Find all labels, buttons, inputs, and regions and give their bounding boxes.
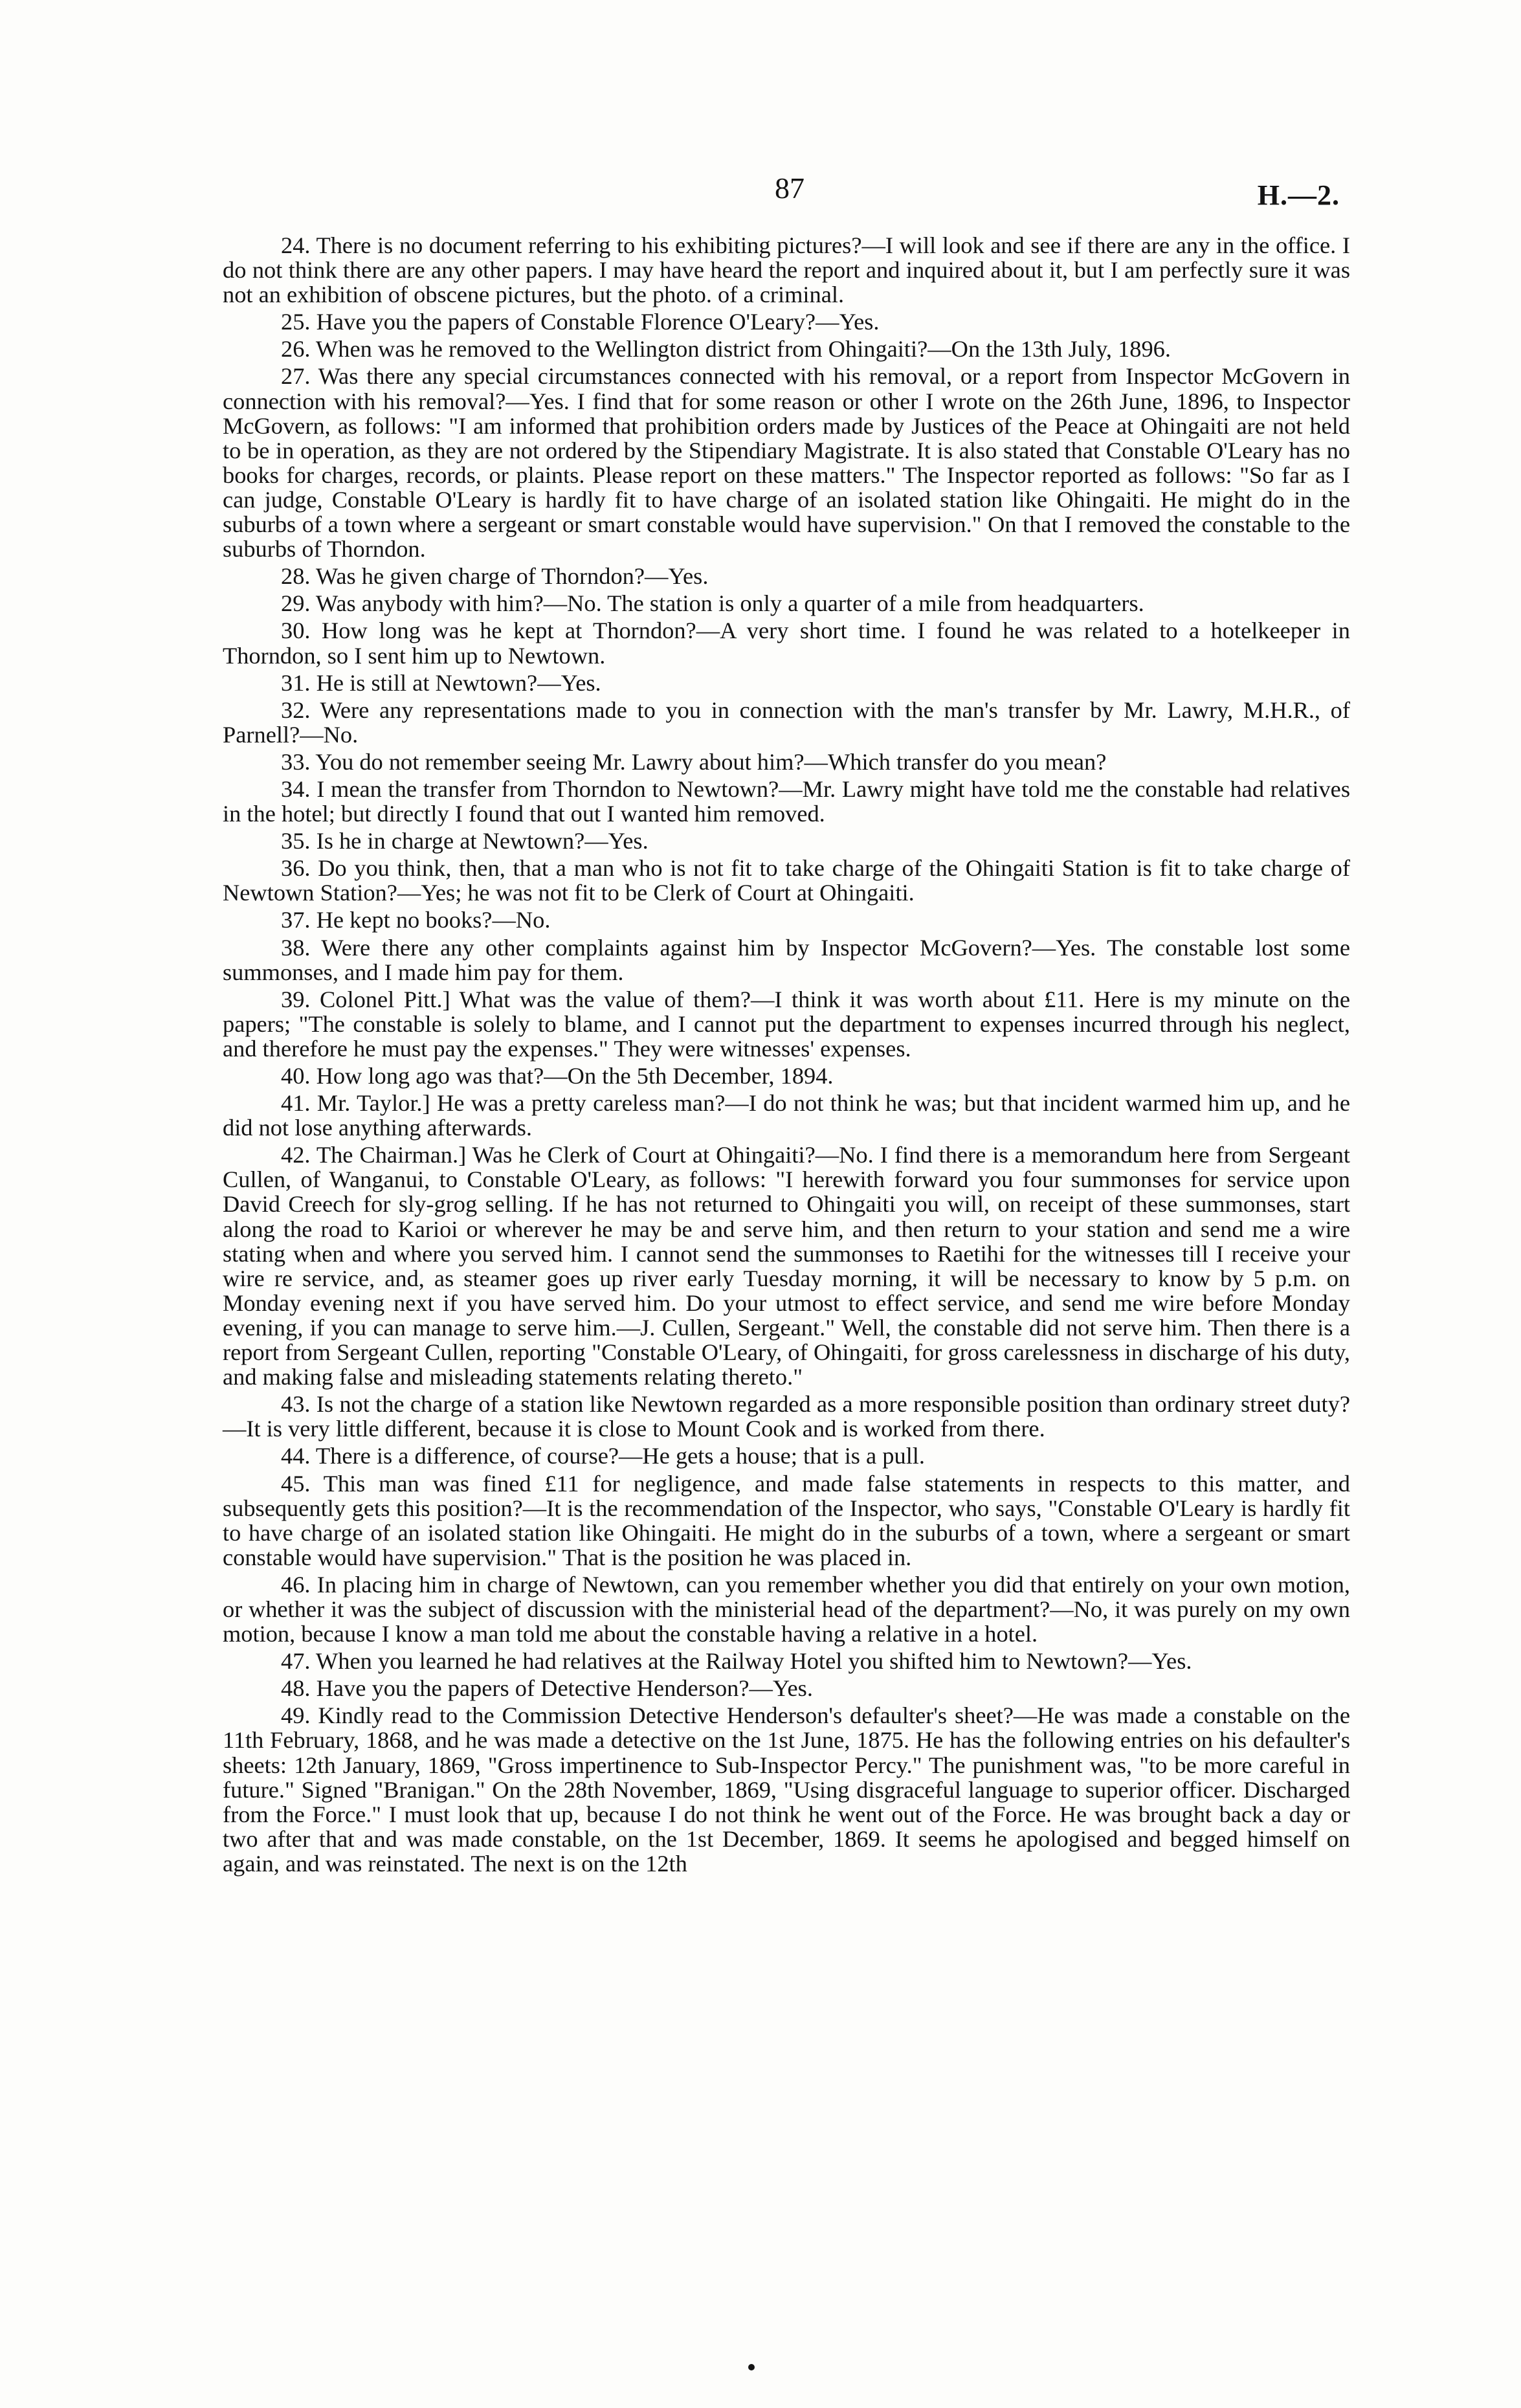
paragraph-29: 29. Was anybody with him?—No. The station is only a quarter of a mile from headquarters. xyxy=(281,590,1144,617)
page-number: 87 xyxy=(775,172,805,205)
document-reference: H.—2. xyxy=(1257,179,1340,211)
paragraph-36: 36. Do you think, then, that a man who is not fit to take charge of the Ohingaiti Station is fit to take charge of Newtown Station?—Yes; he was not fit to be Clerk of Court at Ohingaiti. xyxy=(223,855,1350,906)
paragraph-33: 33. You do not remember seeing Mr. Lawry about him?—Which transfer do you mean? xyxy=(281,748,1107,775)
paragraph-34: 34. I mean the transfer from Thorndon to Newtown?—Mr. Lawry might have told me the constable had relatives in the hotel; but directly I found that out I wanted him removed. xyxy=(223,775,1350,827)
paragraph-26: 26. When was he removed to the Wellington district from Ohingaiti?—On the 13th July, 1896. xyxy=(281,336,1171,362)
paragraph-37: 37. He kept no books?—No. xyxy=(281,907,551,933)
footer-dot xyxy=(748,2364,755,2370)
paragraph-28: 28. Was he given charge of Thorndon?—Yes. xyxy=(281,563,709,590)
paragraph-44: 44. There is a difference, of course?—He gets a house; that is a pull. xyxy=(281,1443,926,1469)
paragraph-49: 49. Kindly read to the Commission Detective Henderson's defaulter's sheet?—He was made a constable on the 11th February, 1868, and he was made a detective on the 1st June, 1875. He has the following entries on his defaulter's sheets: 12th January, 1869, "Gross impertinence to Sub-Inspector Percy." The punishment was, "to be more careful in future." Signed "Branigan." On the 28th November, 1869, "Using disgraceful language to superior officer. Discharged from the Force." I must look that up, because I do not think he went out of the Force. He was brought back a day or two after that and was made constable, on the 1st December, 1869. It seems he apologised and begged himself on again, and was reinstated. The next is on the 12th xyxy=(223,1702,1350,1877)
paragraph-35: 35. Is he in charge at Newtown?—Yes. xyxy=(281,828,649,854)
paragraph-41: 41. Mr. Taylor.] He was a pretty careless man?—I do not think he was; but that incident warmed him up, and he did not lose anything afterwards. xyxy=(223,1090,1350,1141)
paragraph-31: 31. He is still at Newtown?—Yes. xyxy=(281,669,601,696)
testimony-body xyxy=(223,233,1350,1876)
paragraph-47: 47. When you learned he had relatives at the Railway Hotel you shifted him to Newtown?—Yes. xyxy=(281,1648,1192,1675)
paragraph-30: 30. How long was he kept at Thorndon?—A very short time. I found he was related to a hotelkeeper in Thorndon, so I sent him up to Newtown. xyxy=(223,618,1350,669)
paragraph-32: 32. Were any representations made to you in connection with the man's transfer by Mr. Lawry, M.H.R., of Parnell?—No. xyxy=(223,697,1350,748)
paragraph-24: 24. There is no document referring to his exhibiting pictures?—I will look and see if there are any in the office. I do not think there are any other papers. I may have heard the report and inquired about it, but I am perfectly sure it was not an exhibition of obscene pictures, but the photo. of a criminal. xyxy=(223,232,1350,308)
paragraph-43: 43. Is not the charge of a station like Newtown regarded as a more responsible position than ordinary street duty?—It is very little different, because it is close to Mount Cook and is worked from there. xyxy=(223,1391,1350,1442)
paragraph-42: 42. The Chairman.] Was he Clerk of Court at Ohingaiti?—No. I find there is a memorandum here from Sergeant Cullen, of Wanganui, to Constable O'Leary, as follows: "I herewith forward you four summonses for service upon David Creech for sly-grog selling. If he has not returned to Ohingaiti you will, on receipt of these summonses, start along the road to Karioi or wherever he may be and serve him, and then return to your station and send me a wire stating when and where you served him. I cannot send the summonses to Raetihi for the witnesses till I receive your wire re service, and, as steamer goes up river early Tuesday morning, it will be necessary to know by 5 p.m. on Monday evening next if you have served him. Do your utmost to effect service, and send me wire before Monday evening, if you can manage to serve him.—J. Cullen, Sergeant." Well, the constable did not serve him. Then there is a report from Sergeant Cullen, reporting "Constable O'Leary, of Ohingaiti, for gross carelessness in discharge of his duty, and making false and misleading statements relating thereto." xyxy=(223,1142,1350,1390)
paragraph-27: 27. Was there any special circumstances connected with his removal, or a report from Inspector McGovern in connection with his removal?—Yes. I find that for some reason or other I wrote on the 26th June, 1896, to Inspector McGovern, as follows: "I am informed that prohibition orders made by Justices of the Peace at Ohingaiti are not held to be in operation, as they are not ordered by the Stipendiary Magistrate. It is also stated that Constable O'Leary has no books for charges, records, or plaints. Please report on these matters." The Inspector reported as follows: "So far as I can judge, Constable O'Leary is hardly fit to have charge of an isolated station like Ohingaiti. He might do in the suburbs of a town where a sergeant or smart constable would have supervision." On that I removed the constable to the suburbs of Thorndon. xyxy=(223,363,1350,563)
paragraph-38: 38. Were there any other complaints against him by Inspector McGovern?—Yes. The constable lost some summonses, and I made him pay for them. xyxy=(223,934,1350,985)
paragraph-39: 39. Colonel Pitt.] What was the value of them?—I think it was worth about £11. Here is my minute on the papers; "The constable is solely to blame, and I cannot put the department to expenses incurred through his neglect, and therefore he must pay the expenses." They were witnesses' expenses. xyxy=(223,986,1350,1062)
paragraph-46: 46. In placing him in charge of Newtown, can you remember whether you did that entirely on your own motion, or whether it was the subject of discussion with the ministerial head of the department?—No, it was purely on my own motion, because I know a man told me about the constable having a relative in a hotel. xyxy=(223,1571,1350,1647)
paragraph-48: 48. Have you the papers of Detective Henderson?—Yes. xyxy=(281,1675,813,1702)
paragraph-40: 40. How long ago was that?—On the 5th December, 1894. xyxy=(281,1063,834,1089)
paragraph-45: 45. This man was fined £11 for negligence, and made false statements in respects to this matter, and subsequently gets this position?—It is the recommendation of the Inspector, who says, "Constable O'Leary is hardly fit to have charge of an isolated station like Ohingaiti. He might do in the suburbs of a town, where a sergeant or smart constable would have supervision." That is the position he was placed in. xyxy=(223,1470,1350,1570)
paragraph-25: 25. Have you the papers of Constable Florence O'Leary?—Yes. xyxy=(281,309,880,335)
